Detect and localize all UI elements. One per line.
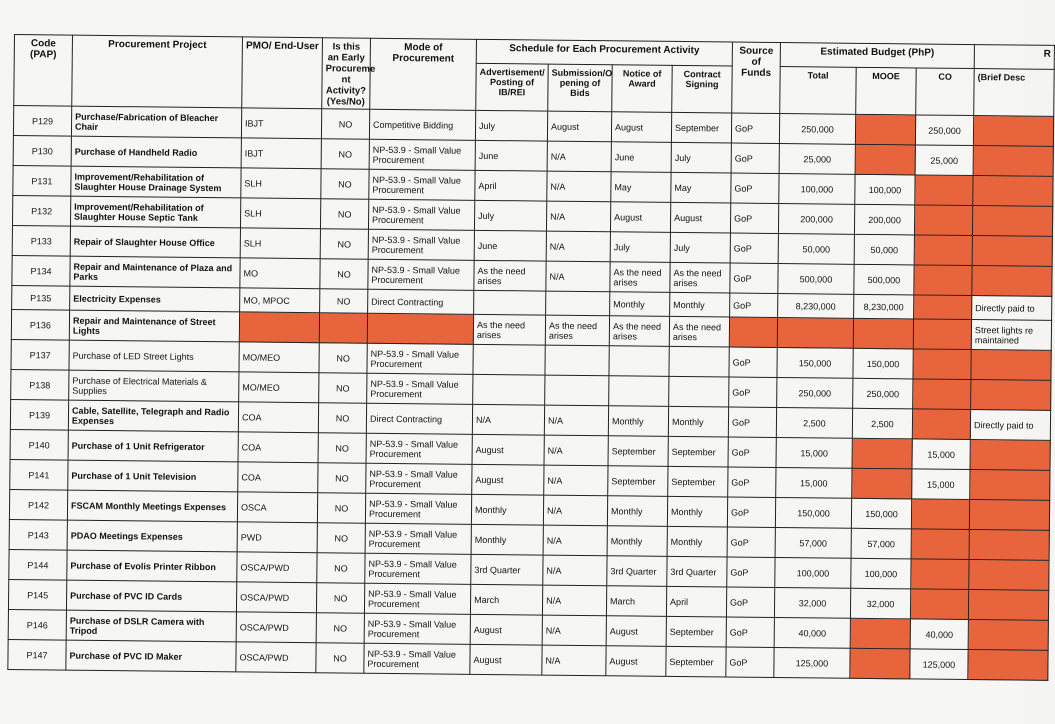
cell-early: NO xyxy=(318,433,366,464)
cell-submission: N/A xyxy=(542,645,606,676)
cell-pmo: MO xyxy=(240,258,320,289)
cell-source: GoP xyxy=(729,347,777,378)
header-remarks-sub: (Brief Desc xyxy=(974,68,1054,116)
cell-pmo: OSCA/PWD xyxy=(237,552,317,583)
cell-mooe xyxy=(850,648,910,679)
cell-mode: NP-53.9 - Small Value Procurement xyxy=(366,463,472,494)
cell-pmo: PWD xyxy=(237,522,317,553)
cell-notice: June xyxy=(611,142,671,173)
cell-advert: Monthly xyxy=(471,494,543,525)
cell-mooe xyxy=(853,318,913,349)
cell-total: 100,000 xyxy=(779,174,855,205)
cell-total: 25,000 xyxy=(779,144,855,175)
cell-notice: August xyxy=(611,112,671,143)
cell-notice: March xyxy=(606,586,666,617)
cell-mode: Direct Contracting xyxy=(368,289,474,314)
cell-pmo xyxy=(239,312,319,343)
cell-code: P136 xyxy=(11,309,69,340)
cell-mooe: 500,000 xyxy=(854,264,914,295)
cell-code: P137 xyxy=(11,339,69,370)
cell-total: 57,000 xyxy=(775,528,851,559)
cell-remarks xyxy=(968,620,1048,651)
cell-pmo: OSCA/PWD xyxy=(236,582,316,613)
header-contract: Contract Signing xyxy=(672,65,732,113)
header-submission: Submission/O pening of Bids xyxy=(548,64,612,112)
cell-co: 15,000 xyxy=(912,439,970,470)
cell-contract: Monthly xyxy=(668,406,728,437)
cell-pmo: OSCA/PWD xyxy=(236,612,316,643)
cell-early: NO xyxy=(318,403,366,434)
cell-pmo: SLH xyxy=(241,168,321,199)
cell-code: P146 xyxy=(8,609,66,640)
cell-project: PDAO Meetings Expenses xyxy=(67,520,237,552)
cell-notice: August xyxy=(606,616,666,647)
cell-project: Repair and Maintenance of Plaza and Parks xyxy=(70,256,240,288)
cell-pmo: OSCA/PWD xyxy=(236,642,316,673)
cell-project: Purchase of PVC ID Maker xyxy=(66,640,236,672)
cell-notice: As the need arises xyxy=(609,316,669,347)
cell-mooe: 32,000 xyxy=(850,588,910,619)
cell-source: GoP xyxy=(731,173,779,204)
cell-mode: NP-53.9 - Small Value Procurement xyxy=(365,493,471,524)
cell-source: GoP xyxy=(730,293,778,318)
header-pmo: PMO/ End-User xyxy=(242,37,323,109)
header-mode: Mode of Procurement xyxy=(370,38,477,110)
cell-co xyxy=(913,349,971,380)
cell-early: NO xyxy=(321,139,369,170)
cell-co: 15,000 xyxy=(912,469,970,500)
cell-contract: May xyxy=(671,172,731,203)
cell-co xyxy=(914,295,972,320)
cell-advert xyxy=(474,290,546,315)
cell-code: P147 xyxy=(8,639,66,670)
cell-early: NO xyxy=(316,583,364,614)
cell-mode: NP-53.9 - Small Value Procurement xyxy=(368,229,474,260)
cell-advert: August xyxy=(472,434,544,465)
cell-contract: April xyxy=(666,586,726,617)
cell-code: P129 xyxy=(13,106,71,137)
cell-remarks xyxy=(970,440,1050,471)
cell-co xyxy=(911,499,969,530)
cell-mode: NP-53.9 - Small Value Procurement xyxy=(364,583,470,614)
cell-advert: August xyxy=(472,464,544,495)
cell-contract: September xyxy=(666,646,726,677)
cell-total: 125,000 xyxy=(774,647,850,678)
cell-submission: N/A xyxy=(547,171,611,202)
cell-early: NO xyxy=(320,199,368,230)
cell-early: NO xyxy=(317,493,365,524)
cell-pmo: COA xyxy=(238,462,318,493)
cell-remarks xyxy=(971,380,1051,411)
cell-advert: August xyxy=(470,644,542,675)
header-early-procurement: Is this an Early Procureme nt Activity? (Yes/No) xyxy=(322,38,371,109)
cell-notice: September xyxy=(608,436,668,467)
cell-submission: N/A xyxy=(546,201,610,232)
cell-submission: N/A xyxy=(543,495,607,526)
cell-pmo: MO/MEO xyxy=(239,342,319,373)
cell-code: P141 xyxy=(10,459,68,490)
cell-contract: As the need arises xyxy=(669,316,729,347)
cell-mooe xyxy=(850,618,910,649)
cell-mode: NP-53.9 - Small Value Procurement xyxy=(365,523,471,554)
cell-submission: N/A xyxy=(546,261,610,292)
cell-remarks xyxy=(971,350,1051,381)
cell-project: Repair of Slaughter House Office xyxy=(70,226,240,258)
cell-remarks: Street lights re maintained xyxy=(971,320,1051,351)
cell-contract: Monthly xyxy=(667,526,727,557)
cell-code: P142 xyxy=(9,489,67,520)
cell-remarks xyxy=(970,470,1050,501)
cell-advert: July xyxy=(475,110,547,141)
cell-notice: Monthly xyxy=(607,526,667,557)
cell-pmo: MO/MEO xyxy=(239,372,319,403)
cell-project: Purchase of Handheld Radio xyxy=(71,136,241,168)
cell-pmo: OSCA xyxy=(237,492,317,523)
cell-project: Purchase of LED Street Lights xyxy=(69,340,239,372)
cell-submission: N/A xyxy=(544,405,608,436)
cell-source: GoP xyxy=(731,113,779,144)
cell-remarks xyxy=(973,176,1053,207)
cell-mode: NP-53.9 - Small Value Procurement xyxy=(367,343,473,374)
cell-mooe xyxy=(855,144,915,175)
cell-source: GoP xyxy=(727,557,775,588)
cell-submission: N/A xyxy=(543,525,607,556)
cell-mooe: 100,000 xyxy=(851,558,911,589)
cell-total: 15,000 xyxy=(776,438,852,469)
cell-source: GoP xyxy=(731,143,779,174)
cell-submission: As the need arises xyxy=(545,315,609,346)
cell-early: NO xyxy=(321,109,369,140)
cell-source: GoP xyxy=(726,647,774,678)
cell-source: GoP xyxy=(728,467,776,498)
cell-pmo: MO, MPOC xyxy=(240,288,320,313)
cell-co xyxy=(913,379,971,410)
cell-submission: August xyxy=(547,111,611,142)
cell-code: P134 xyxy=(12,255,70,286)
cell-early: NO xyxy=(316,643,364,674)
cell-remarks xyxy=(969,500,1049,531)
cell-source: GoP xyxy=(727,497,775,528)
cell-source: GoP xyxy=(730,263,778,294)
cell-total xyxy=(777,318,853,349)
cell-co xyxy=(914,205,972,236)
cell-code: P139 xyxy=(10,399,68,430)
cell-mode: NP-53.9 - Small Value Procurement xyxy=(364,613,470,644)
cell-remarks xyxy=(972,236,1052,267)
cell-mode: Direct Contracting xyxy=(366,403,472,434)
cell-source xyxy=(729,317,777,348)
cell-contract: As the need arises xyxy=(670,262,730,293)
cell-total: 8,230,000 xyxy=(778,294,854,319)
cell-total: 2,500 xyxy=(776,408,852,439)
cell-advert: N/A xyxy=(472,404,544,435)
cell-contract: September xyxy=(668,466,728,497)
cell-remarks xyxy=(972,266,1052,297)
cell-mode: NP-53.9 - Small Value Procurement xyxy=(366,433,472,464)
cell-mooe: 57,000 xyxy=(851,528,911,559)
cell-source: GoP xyxy=(728,407,776,438)
cell-submission: N/A xyxy=(544,435,608,466)
cell-mooe: 8,230,000 xyxy=(854,294,914,319)
cell-mode: NP-53.9 - Small Value Procurement xyxy=(368,259,474,290)
cell-advert: Monthly xyxy=(471,524,543,555)
cell-mode: NP-53.9 - Small Value Procurement xyxy=(367,373,473,404)
cell-contract: September xyxy=(666,616,726,647)
header-source: Source of Funds xyxy=(732,42,781,113)
cell-total: 500,000 xyxy=(778,264,854,295)
cell-co xyxy=(914,235,972,266)
cell-source: GoP xyxy=(726,587,774,618)
cell-remarks xyxy=(968,650,1048,681)
cell-remarks xyxy=(972,206,1052,237)
cell-submission: N/A xyxy=(546,231,610,262)
cell-total: 200,000 xyxy=(778,204,854,235)
procurement-plan-sheet xyxy=(7,34,1054,705)
cell-total: 15,000 xyxy=(776,468,852,499)
cell-project: Purchase of 1 Unit Television xyxy=(68,460,238,492)
cell-notice: Monthly xyxy=(607,496,667,527)
cell-mode: NP-53.9 - Small Value Procurement xyxy=(369,169,475,200)
cell-notice: Monthly xyxy=(610,292,670,317)
cell-mooe: 100,000 xyxy=(855,174,915,205)
cell-project: Purchase of Evolis Printer Ribbon xyxy=(67,550,237,582)
cell-early: NO xyxy=(320,229,368,260)
cell-mooe xyxy=(852,438,912,469)
cell-code: P145 xyxy=(8,579,66,610)
cell-co: 40,000 xyxy=(910,619,968,650)
cell-source: GoP xyxy=(726,617,774,648)
cell-contract: Monthly xyxy=(667,496,727,527)
cell-project: Electricity Expenses xyxy=(70,286,240,312)
cell-notice: September xyxy=(608,466,668,497)
cell-contract: August xyxy=(670,202,730,233)
cell-pmo: COA xyxy=(238,432,318,463)
cell-advert: June xyxy=(475,140,547,171)
cell-notice: July xyxy=(610,232,670,263)
header-remarks: R xyxy=(974,45,1054,69)
cell-submission xyxy=(545,375,609,406)
cell-pmo: IBJT xyxy=(241,138,321,169)
cell-contract xyxy=(669,376,729,407)
cell-contract: September xyxy=(671,112,731,143)
cell-advert: July xyxy=(474,200,546,231)
header-notice: Notice of Award xyxy=(612,64,672,112)
cell-total: 250,000 xyxy=(779,114,855,145)
cell-code: P133 xyxy=(12,225,70,256)
cell-submission: N/A xyxy=(547,141,611,172)
cell-submission: N/A xyxy=(544,465,608,496)
cell-pmo: COA xyxy=(238,402,318,433)
cell-co xyxy=(911,529,969,560)
header-code: Code (PAP) xyxy=(14,35,73,107)
table-body xyxy=(8,106,1054,681)
cell-early xyxy=(319,313,367,344)
cell-mooe: 2,500 xyxy=(852,408,912,439)
cell-co xyxy=(915,175,973,206)
cell-total: 100,000 xyxy=(775,557,851,588)
cell-project: Purchase of PVC ID Cards xyxy=(66,580,236,612)
cell-early: NO xyxy=(321,169,369,200)
cell-mooe: 150,000 xyxy=(851,498,911,529)
header-mooe: MOOE xyxy=(856,67,916,115)
cell-co xyxy=(914,265,972,296)
cell-early: NO xyxy=(317,553,365,584)
cell-code: P138 xyxy=(11,369,69,400)
cell-code: P131 xyxy=(13,165,71,196)
cell-advert xyxy=(473,374,545,405)
cell-project: Repair and Maintenance of Street Lights xyxy=(69,310,239,342)
cell-total: 32,000 xyxy=(774,587,850,618)
cell-pmo: SLH xyxy=(240,198,320,229)
cell-notice: Monthly xyxy=(608,406,668,437)
cell-remarks: Directly paid to xyxy=(972,296,1052,321)
header-budget: Estimated Budget (PhP) xyxy=(780,43,974,69)
cell-mooe: 200,000 xyxy=(854,204,914,235)
cell-co xyxy=(910,589,968,620)
cell-submission: N/A xyxy=(543,555,607,586)
cell-contract: July xyxy=(670,232,730,263)
cell-notice xyxy=(609,376,669,407)
cell-early: NO xyxy=(318,463,366,494)
cell-total: 150,000 xyxy=(777,348,853,379)
cell-advert: As the need arises xyxy=(474,260,546,291)
cell-code: P132 xyxy=(12,195,70,226)
cell-mooe: 150,000 xyxy=(853,348,913,379)
header-project: Procurement Project xyxy=(72,35,243,108)
cell-contract: 3rd Quarter xyxy=(667,556,727,587)
cell-mode: NP-53.9 - Small Value Procurement xyxy=(364,643,470,674)
cell-mode: Competitive Bidding xyxy=(369,109,475,140)
cell-mooe xyxy=(852,468,912,499)
cell-project: Purchase of DSLR Camera with Tripod xyxy=(66,610,236,642)
cell-mode: NP-53.9 - Small Value Procurement xyxy=(369,139,475,170)
cell-notice xyxy=(609,346,669,377)
cell-pmo: SLH xyxy=(240,228,320,259)
cell-advert: March xyxy=(470,584,542,615)
cell-project: FSCAM Monthly Meetings Expenses xyxy=(67,490,237,522)
cell-remarks xyxy=(969,530,1049,561)
cell-total: 250,000 xyxy=(777,378,853,409)
header-co: CO xyxy=(916,68,975,116)
cell-mooe: 50,000 xyxy=(854,234,914,265)
cell-mode: NP-53.9 - Small Value Procurement xyxy=(368,199,474,230)
cell-submission xyxy=(545,345,609,376)
cell-mooe: 250,000 xyxy=(853,378,913,409)
cell-advert: April xyxy=(475,170,547,201)
cell-early: NO xyxy=(320,289,368,314)
cell-early: NO xyxy=(319,343,367,374)
cell-code: P135 xyxy=(12,285,70,310)
cell-project: Purchase of 1 Unit Refrigerator xyxy=(68,430,238,462)
cell-contract: July xyxy=(671,142,731,173)
cell-co xyxy=(911,559,969,590)
cell-mode xyxy=(367,313,473,344)
cell-code: P144 xyxy=(9,549,67,580)
cell-remarks xyxy=(969,560,1049,591)
cell-submission: N/A xyxy=(542,615,606,646)
cell-mooe xyxy=(855,114,915,145)
procurement-table xyxy=(7,34,1055,681)
cell-submission: N/A xyxy=(542,585,606,616)
cell-source: GoP xyxy=(730,233,778,264)
cell-project: Cable, Satellite, Telegraph and Radio Expenses xyxy=(68,400,238,432)
cell-notice: As the need arises xyxy=(610,262,670,293)
cell-source: GoP xyxy=(728,437,776,468)
cell-submission xyxy=(546,291,610,316)
cell-project: Improvement/Rehabilitation of Slaughter House Drainage System xyxy=(71,166,241,198)
cell-remarks xyxy=(973,116,1053,147)
cell-code: P143 xyxy=(9,519,67,550)
cell-notice: May xyxy=(611,172,671,203)
cell-notice: August xyxy=(606,646,666,677)
cell-project: Purchase/Fabrication of Bleacher Chair xyxy=(71,106,241,138)
cell-total: 50,000 xyxy=(778,234,854,265)
cell-source: GoP xyxy=(729,377,777,408)
cell-pmo: IBJT xyxy=(241,108,321,139)
cell-project: Purchase of Electrical Materials & Supplies xyxy=(69,370,239,402)
cell-source: GoP xyxy=(730,203,778,234)
cell-early: NO xyxy=(316,613,364,644)
cell-co xyxy=(913,319,971,350)
cell-early: NO xyxy=(320,259,368,290)
cell-advert: 3rd Quarter xyxy=(471,554,543,585)
cell-early: NO xyxy=(317,523,365,554)
cell-co: 125,000 xyxy=(910,649,968,680)
cell-remarks xyxy=(968,590,1048,621)
cell-co: 25,000 xyxy=(915,145,973,176)
cell-contract: September xyxy=(668,436,728,467)
cell-total: 40,000 xyxy=(774,617,850,648)
cell-remarks: Directly paid to xyxy=(970,410,1050,441)
cell-project: Improvement/Rehabilitation of Slaughter House Septic Tank xyxy=(70,196,240,228)
cell-contract: Monthly xyxy=(670,292,730,317)
cell-total: 150,000 xyxy=(775,498,851,529)
cell-notice: August xyxy=(610,202,670,233)
cell-contract xyxy=(669,346,729,377)
cell-code: P140 xyxy=(10,429,68,460)
cell-source: GoP xyxy=(727,527,775,558)
cell-early: NO xyxy=(319,373,367,404)
cell-advert: June xyxy=(474,230,546,261)
cell-advert: As the need arises xyxy=(473,314,545,345)
cell-code: P130 xyxy=(13,135,71,166)
cell-advert xyxy=(473,344,545,375)
header-advertisement: Advertisement/ Posting of IB/REI xyxy=(476,63,548,111)
header-total: Total xyxy=(780,66,856,114)
cell-advert: August xyxy=(470,614,542,645)
cell-notice: 3rd Quarter xyxy=(607,556,667,587)
cell-mode: NP-53.9 - Small Value Procurement xyxy=(365,553,471,584)
cell-remarks xyxy=(973,146,1053,177)
cell-co xyxy=(912,409,970,440)
cell-co: 250,000 xyxy=(915,115,973,146)
header-schedule: Schedule for Each Procurement Activity xyxy=(476,39,732,65)
